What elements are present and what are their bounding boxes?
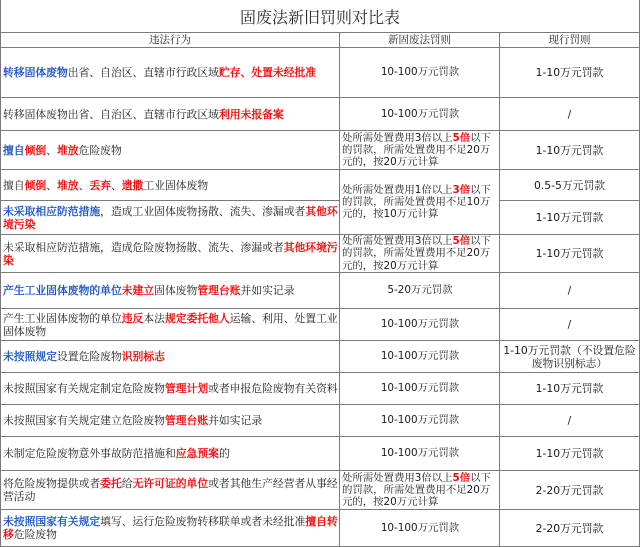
violation-text-segment: 贮存、处置未经批准 [218, 66, 317, 79]
new-penalty-text-segment: 10-100万元罚款 [380, 521, 460, 534]
new-penalty-text-segment: 以下的罚款，所需处置费用不足20万元的，按20万元计算 [342, 235, 491, 272]
violation-text-segment: 运输、利用、处置工业固体废物 [3, 311, 338, 338]
current-penalty-cell [500, 510, 640, 547]
new-penalty-text-segment: 10-100万元罚款 [380, 318, 460, 331]
current-penalty-text: 2-20万元罚款 [535, 483, 604, 497]
violation-text-segment: 识别标志 [121, 350, 165, 363]
violation-text-segment: 未按照规定 [3, 350, 57, 363]
new-penalty-text [381, 350, 459, 362]
header-violation [0, 33, 340, 48]
violation-text-segment: 违反 [121, 311, 144, 325]
violation-text-segment: 未建立 [121, 284, 155, 297]
violation-text-segment: 设置危险废物 [56, 350, 122, 363]
violation-text-segment: 其他环境污染 [3, 204, 338, 231]
new-penalty-text-segment: 以下的罚款，所需处置费用不足10万元的，按10万元计算 [342, 183, 491, 221]
violation-text-segment: 未采取相应防范措施 [3, 204, 101, 218]
new-penalty-text [381, 382, 459, 394]
violation-cell [0, 273, 340, 309]
violation-text-segment: 未按照国家有关规定制定危险废物 [3, 382, 165, 395]
violation-text [3, 447, 230, 460]
new-penalty-text [342, 235, 498, 272]
header-violation-label: 违法行为 [149, 34, 191, 46]
violation-cell [0, 48, 340, 98]
violation-text-segment: 危险废物 [78, 143, 122, 157]
new-penalty-cell [340, 170, 500, 235]
current-penalty-text: 1-10万元罚款 [535, 382, 604, 395]
current-penalty-cell [500, 131, 640, 170]
violation-text-segment: 危险废物 [13, 528, 57, 541]
violation-text-segment: 、 [78, 178, 90, 192]
current-penalty-text: / [567, 414, 572, 427]
violation-text [3, 382, 338, 395]
new-penalty-cell [340, 373, 500, 405]
violation-text-segment: 管理计划 [164, 382, 209, 395]
violation-text-segment: 未按照国家有关规定建立危险废物 [3, 414, 165, 427]
new-penalty-cell [340, 48, 500, 98]
new-penalty-text [381, 447, 459, 459]
violation-text-segment: 擅自 [3, 178, 25, 192]
current-penalty-text: 1-10万元罚款 [535, 447, 604, 460]
violation-cell [0, 170, 340, 201]
current-penalty-text: 1-10万元罚款 [535, 247, 604, 260]
header-new-penalty-label: 新固废法罚则 [388, 34, 451, 46]
header-new-penalty [340, 33, 500, 48]
violation-text [3, 312, 339, 338]
violation-cell [0, 405, 340, 437]
new-penalty-text-segment: 处所需处置费用3倍以上 [342, 471, 453, 484]
current-penalty-text: / [567, 284, 572, 297]
table-title: 固废法新旧罚则对比表 [0, 0, 640, 33]
violation-text-segment: 遗撒 [121, 178, 144, 192]
new-penalty-cell [340, 98, 500, 131]
violation-text [3, 108, 284, 121]
new-penalty-text-segment: 10-100万元罚款 [380, 66, 460, 79]
new-penalty-text-segment: 10-100万元罚款 [380, 414, 460, 427]
violation-cell [0, 341, 340, 373]
new-penalty-text [381, 318, 459, 330]
violation-cell [0, 471, 340, 510]
violation-text-segment: 无许可证的单位 [132, 477, 209, 490]
new-penalty-text [342, 184, 498, 221]
violation-text [3, 144, 122, 157]
violation-cell [0, 437, 340, 471]
current-penalty-cell [500, 309, 640, 341]
violation-text-segment: 未采取相应防范措施，造成危险废物扬散、流失、渗漏或者 [3, 240, 284, 254]
new-penalty-text-segment: 3倍 [452, 183, 471, 196]
violation-text-segment: 转移固体废物出省、自治区、直辖市行政区域 [3, 107, 219, 121]
violation-text-segment: 产生工业固体废物的单位 [3, 311, 122, 325]
violation-text-segment: 给 [121, 477, 133, 490]
violation-text-segment: 堆放 [56, 178, 79, 192]
new-penalty-text-segment: 10-100万元罚款 [380, 447, 460, 460]
violation-cell [0, 373, 340, 405]
violation-text-segment: 委托 [100, 477, 122, 490]
violation-text-segment: ，造成工业固体废物扬散、流失、渗漏或者 [100, 204, 306, 218]
violation-cell [0, 235, 340, 273]
new-penalty-text-segment: 处所需处置费用3倍以上 [342, 235, 453, 248]
current-penalty-cell [500, 201, 640, 235]
new-penalty-text-segment: 5倍 [452, 235, 471, 248]
new-penalty-text [381, 108, 459, 120]
violation-text-segment: 出省、自治区、直辖市行政区域 [67, 66, 219, 79]
violation-text-segment: 、 [46, 143, 57, 157]
violation-text-segment: 管理台账 [197, 284, 241, 297]
current-penalty-text: / [567, 318, 572, 331]
violation-text-segment: 规定委托他人 [164, 311, 230, 325]
new-penalty-cell [340, 309, 500, 341]
violation-text-segment: 堆放 [56, 143, 79, 157]
new-penalty-text-segment: 10-100万元罚款 [380, 107, 460, 120]
new-penalty-text-segment: 5-20万元罚款 [387, 284, 453, 297]
violation-text-segment: 固体废物 [154, 284, 198, 297]
violation-text-segment: 将危险废物提供或者 [3, 477, 101, 490]
violation-text-segment: 管理台账 [164, 414, 209, 427]
new-penalty-text [387, 284, 452, 296]
current-penalty-cell [500, 48, 640, 98]
violation-cell [0, 131, 340, 170]
current-penalty-text: 1-10万元罚款 [535, 66, 604, 79]
violation-text-segment: 倾倒 [24, 143, 47, 157]
current-penalty-text: 1-10万元罚款（不设置危险废物识别标志） [503, 343, 636, 370]
current-penalty-cell [500, 98, 640, 131]
violation-text-segment: 利用未报备案 [218, 107, 284, 121]
new-penalty-text [381, 522, 459, 534]
current-penalty-cell [500, 341, 640, 373]
violation-text [3, 477, 339, 503]
new-penalty-text [381, 66, 459, 78]
violation-text [3, 284, 295, 297]
violation-text [3, 515, 339, 541]
violation-text-segment: 本法 [143, 311, 165, 325]
violation-text-segment: 并如实记录 [240, 284, 295, 297]
new-penalty-text-segment: 以下的罚款，所需处置费用不足20万元的，按20万元计算 [342, 471, 491, 509]
header-current-penalty-label: 现行罚则 [548, 34, 591, 46]
new-penalty-text [381, 414, 459, 426]
new-penalty-cell [340, 273, 500, 309]
violation-text-segment: 产生工业固体废物的单位 [3, 284, 122, 297]
new-penalty-cell [340, 510, 500, 547]
header-current-penalty [500, 33, 640, 48]
current-penalty-cell [500, 471, 640, 510]
new-penalty-text-segment: 5倍 [452, 471, 471, 484]
new-penalty-cell [340, 235, 500, 273]
violation-text [3, 179, 208, 192]
violation-text-segment: 倾倒 [24, 178, 47, 192]
new-penalty-text [342, 472, 498, 509]
new-penalty-text-segment: 10-100万元罚款 [380, 382, 460, 395]
violation-text-segment: 应急预案 [175, 447, 219, 460]
violation-text-segment: 或者申报危险废物有关资料 [208, 382, 338, 395]
violation-text-segment: 或者其他生产经营者从事经营活动 [3, 477, 338, 503]
violation-text-segment: 丢弃 [89, 178, 111, 192]
new-penalty-cell [340, 131, 500, 170]
current-penalty-cell [500, 273, 640, 309]
new-penalty-cell [340, 471, 500, 510]
current-penalty-cell [500, 405, 640, 437]
current-penalty-text: / [567, 107, 572, 121]
violation-text [3, 205, 339, 231]
violation-cell [0, 309, 340, 341]
current-penalty-text: 1-10万元罚款 [535, 143, 604, 157]
violation-text-segment: 的 [218, 447, 230, 460]
violation-text [3, 66, 316, 79]
new-penalty-text [342, 132, 498, 169]
current-penalty-cell [500, 235, 640, 273]
violation-text-segment: 填写、运行危险废物转移联单或者未经批准 [100, 515, 306, 528]
current-penalty-cell [500, 170, 640, 201]
new-penalty-text-segment: 10-100万元罚款 [380, 350, 460, 363]
violation-cell [0, 98, 340, 131]
current-penalty-text: 0.5-5万元罚款 [533, 178, 606, 192]
new-penalty-cell [340, 405, 500, 437]
violation-text [3, 350, 165, 363]
violation-text-segment: 、 [46, 178, 57, 192]
violation-text-segment: 并如实记录 [208, 414, 263, 427]
new-penalty-text-segment: 处所需处置费用1倍以上 [342, 183, 453, 196]
new-penalty-text-segment: 以下的罚款，所需处置费用不足20万元的，按20万元计算 [342, 131, 491, 169]
violation-text-segment: 擅自转移 [3, 515, 338, 541]
current-penalty-cell [500, 373, 640, 405]
violation-text-segment: 擅自 [3, 143, 25, 157]
violation-text-segment: 其他环境污染 [3, 240, 338, 267]
new-penalty-cell [340, 341, 500, 373]
violation-cell [0, 510, 340, 547]
current-penalty-cell [500, 437, 640, 471]
new-penalty-cell [340, 437, 500, 471]
new-penalty-text-segment: 处所需处置费用3倍以上 [342, 131, 453, 144]
violation-text-segment: 未制定危险废物意外事故防范措施和 [3, 447, 176, 460]
violation-cell [0, 201, 340, 235]
current-penalty-text: 1-10万元罚款 [535, 211, 604, 224]
violation-text-segment: 未按照国家有关规定 [3, 515, 101, 528]
current-penalty-text: 2-20万元罚款 [535, 521, 604, 535]
violation-text-segment: 转移固体废物 [3, 66, 68, 79]
new-penalty-text-segment: 5倍 [452, 131, 471, 144]
violation-text [3, 414, 262, 427]
violation-text-segment: 工业固体废物 [143, 178, 209, 192]
violation-text [3, 241, 339, 267]
violation-text-segment: 、 [110, 178, 122, 192]
